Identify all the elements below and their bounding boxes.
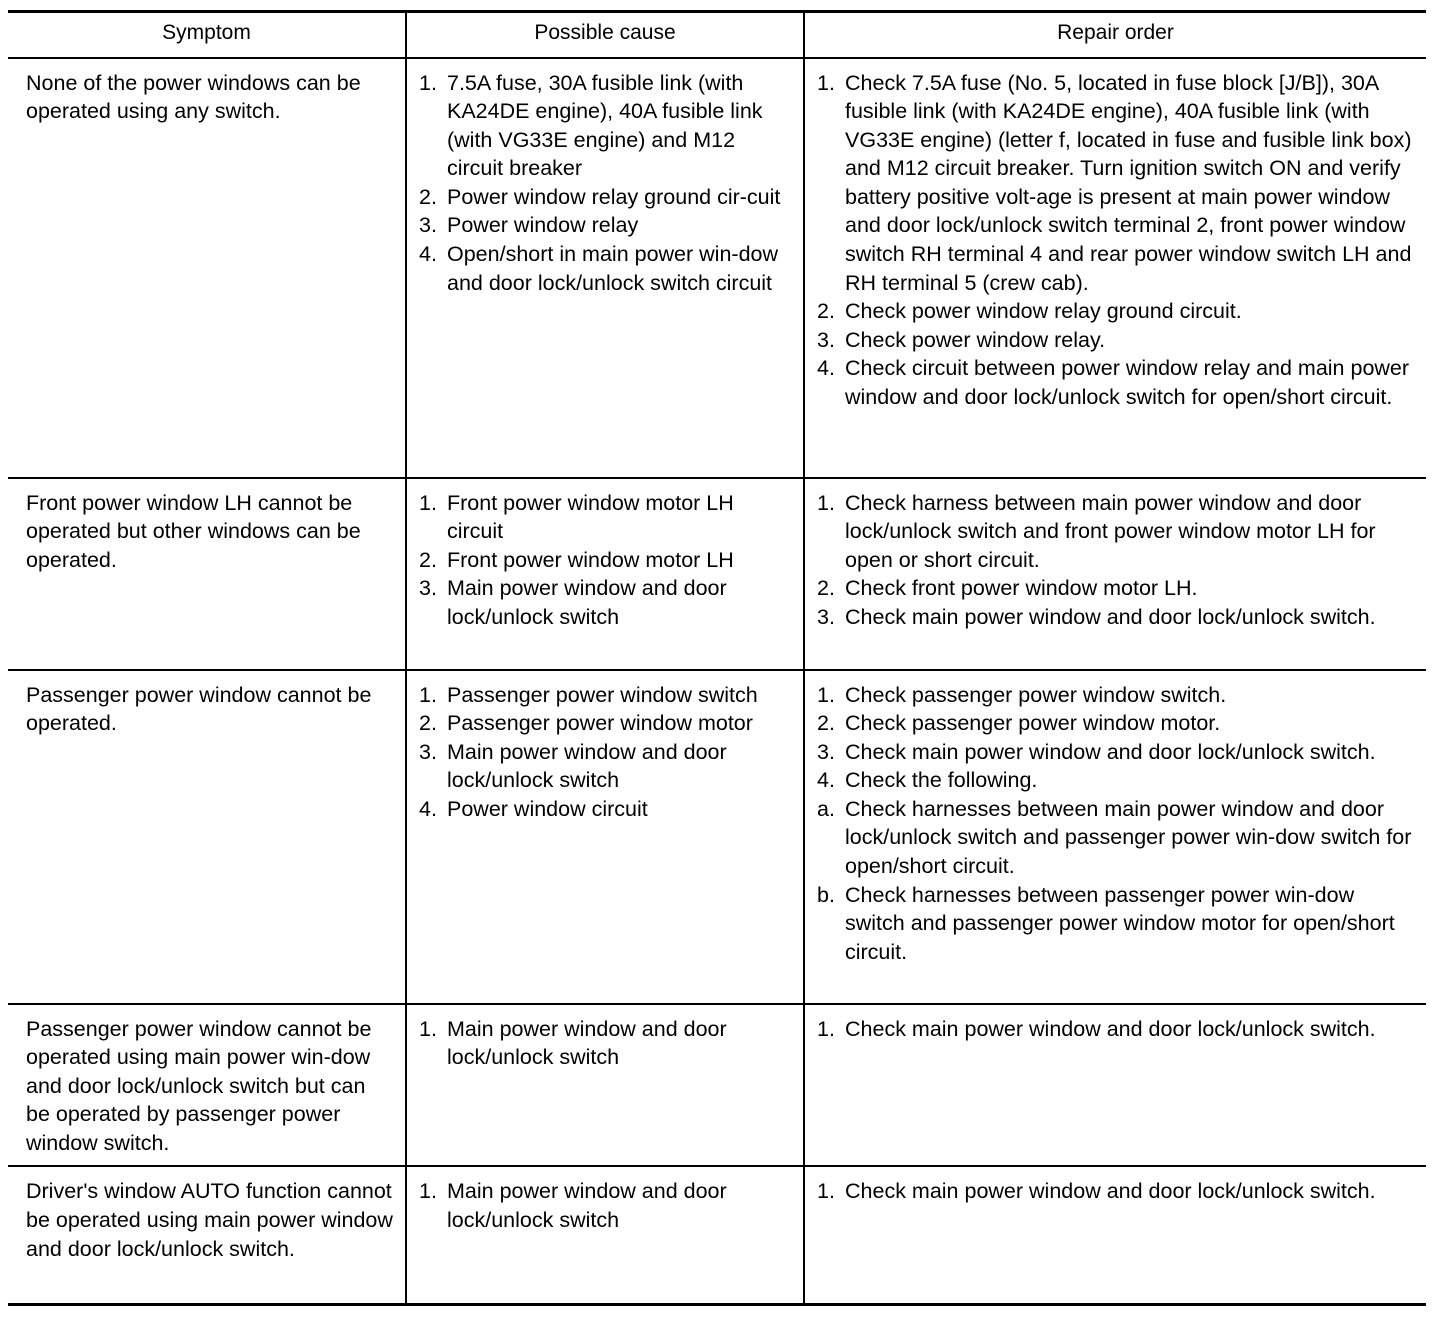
repair-step: [817, 489, 1418, 575]
header-possible-cause: Possible cause: [406, 12, 804, 58]
repair-step: [817, 1177, 1418, 1206]
item-text: Main power window and door lock/unlock switch: [447, 1016, 727, 1070]
item-text: Check harness between main power window and door lock/unlock switch and front power window motor LH for open or short circuit.: [845, 490, 1376, 572]
cause-item: [419, 211, 795, 240]
cause-cell: [406, 58, 804, 478]
item-number: 3.: [817, 327, 835, 352]
item-number: 1.: [817, 1179, 835, 1204]
repair-step: [817, 738, 1418, 767]
cause-item: [419, 709, 795, 738]
cause-item: [419, 574, 795, 631]
item-text: 7.5A fuse, 30A fusible link (with KA24DE engine), 40A fusible link (with VG33E engine) and M12 circuit breaker: [447, 70, 763, 181]
repair-step: [817, 603, 1418, 632]
item-number: 3.: [419, 576, 437, 601]
item-text: Power window relay: [447, 213, 639, 238]
item-number: 1.: [419, 70, 437, 95]
troubleshooting-table: [8, 10, 1426, 1306]
item-number: 4.: [817, 356, 835, 381]
cause-item: [419, 546, 795, 575]
item-number: 1.: [817, 70, 835, 95]
repair-step: [817, 297, 1418, 326]
header-repair-order: Repair order: [804, 12, 1426, 58]
item-text: Main power window and door lock/unlock switch: [447, 576, 727, 629]
item-text: Check harnesses between passenger power win-dow switch and passenger power window motor for open/short circuit.: [845, 882, 1395, 964]
repair-step: [817, 766, 1418, 795]
item-number: 3.: [419, 213, 437, 238]
repair-list: [817, 1177, 1418, 1206]
item-text: Check the following.: [845, 768, 1038, 793]
cause-list: [419, 69, 795, 298]
item-text: Main power window and door lock/unlock switch: [447, 1179, 727, 1233]
cause-item: [419, 69, 795, 183]
item-text: Power window circuit: [447, 796, 648, 821]
repair-step: [817, 69, 1418, 298]
repair-step: [817, 681, 1418, 710]
item-text: Check passenger power window switch.: [845, 682, 1227, 707]
item-text: Check main power window and door lock/unlock switch.: [845, 739, 1376, 764]
cause-list: [419, 489, 795, 632]
repair-cell: [804, 1004, 1426, 1167]
item-number: 2.: [419, 711, 437, 736]
item-number: 4.: [817, 768, 835, 793]
repair-step: [817, 881, 1418, 967]
item-text: Check front power window motor LH.: [845, 576, 1198, 601]
item-text: Passenger power window switch: [447, 682, 758, 707]
repair-step: [817, 709, 1418, 738]
item-number: 3.: [817, 739, 835, 764]
table-row: [8, 478, 1426, 670]
item-text: Check passenger power window motor.: [845, 711, 1221, 736]
repair-step: [817, 574, 1418, 603]
item-text: Front power window motor LH circuit: [447, 490, 734, 544]
table-row: [8, 1004, 1426, 1167]
item-number: 3.: [817, 604, 835, 629]
cause-item: [419, 1177, 795, 1234]
item-number: 2.: [817, 576, 835, 601]
repair-step: [817, 1015, 1418, 1044]
cause-item: [419, 183, 795, 212]
troubleshooting-document: [8, 10, 1426, 1306]
cause-item: [419, 738, 795, 795]
item-number: 1.: [419, 682, 437, 707]
item-text: Power window relay ground cir-cuit: [447, 184, 781, 209]
repair-cell: [804, 58, 1426, 478]
item-number: 1.: [419, 1179, 437, 1204]
item-number: 2.: [817, 299, 835, 324]
item-text: Check power window relay.: [845, 327, 1106, 352]
item-number: b.: [817, 882, 835, 907]
repair-cell: [804, 1166, 1426, 1305]
item-text: Front power window motor LH: [447, 547, 734, 572]
repair-list: [817, 489, 1418, 632]
item-number: 2.: [817, 711, 835, 736]
item-number: 4.: [419, 796, 437, 821]
cause-item: [419, 1015, 795, 1072]
item-number: a.: [817, 796, 835, 821]
symptom-cell: None of the power windows can be operated using any switch.: [8, 58, 406, 478]
item-number: 1.: [817, 490, 835, 515]
item-text: Check 7.5A fuse (No. 5, located in fuse block [J/B]), 30A fusible link (with KA24DE engine), 40A fusible link (with VG33E engine) (letter f, located in fuse and fusible link box) and M12 circuit breaker. Turn ignition switch ON and verify battery positive volt-age is present at main power window and door lock/unlock switch terminal 2, front power window switch RH terminal 4 and rear power window switch LH and RH terminal 5 (crew cab).: [845, 70, 1412, 295]
cause-list: [419, 1015, 795, 1072]
repair-step: [817, 326, 1418, 355]
header-symptom: Symptom: [8, 12, 406, 58]
cause-list: [419, 1177, 795, 1234]
item-text: Check power window relay ground circuit.: [845, 299, 1242, 324]
cause-item: [419, 240, 795, 297]
item-text: Check main power window and door lock/unlock switch.: [845, 1016, 1376, 1041]
table-body: [8, 58, 1426, 1305]
item-number: 1.: [817, 1016, 835, 1041]
repair-list: [817, 681, 1418, 967]
cause-cell: [406, 670, 804, 1004]
cause-cell: [406, 478, 804, 670]
item-number: 4.: [419, 242, 437, 267]
item-number: 1.: [817, 682, 835, 707]
repair-step: [817, 354, 1418, 411]
cause-list: [419, 681, 795, 824]
item-text: Check main power window and door lock/unlock switch.: [845, 1179, 1376, 1204]
item-text: Check circuit between power window relay and main power window and door lock/unlock switch for open/short circuit.: [845, 356, 1410, 410]
item-text: Check main power window and door lock/unlock switch.: [845, 604, 1376, 629]
cause-item: [419, 681, 795, 710]
symptom-cell: Passenger power window cannot be operated using main power win-dow and door lock/unlock switch but can be operated by passenger power window switch.: [8, 1004, 406, 1167]
table-row: [8, 58, 1426, 478]
symptom-cell: Passenger power window cannot be operated.: [8, 670, 406, 1004]
table-header-row: [8, 12, 1426, 58]
table-row: [8, 670, 1426, 1004]
symptom-cell: Driver's window AUTO function cannot be operated using main power window and door lock/unlock switch.: [8, 1166, 406, 1305]
item-number: 1.: [419, 490, 437, 515]
item-text: Check harnesses between main power window and door lock/unlock switch and passenger power win-dow switch for open/short circuit.: [845, 796, 1412, 879]
symptom-cell: Front power window LH cannot be operated but other windows can be operated.: [8, 478, 406, 670]
repair-list: [817, 1015, 1418, 1044]
repair-list: [817, 69, 1418, 412]
item-number: 3.: [419, 739, 437, 764]
repair-step: [817, 795, 1418, 881]
item-number: 1.: [419, 1016, 437, 1041]
cause-item: [419, 795, 795, 824]
repair-cell: [804, 478, 1426, 670]
item-text: Main power window and door lock/unlock switch: [447, 739, 727, 793]
item-number: 2.: [419, 547, 437, 572]
cause-cell: [406, 1166, 804, 1305]
item-text: Open/short in main power win-dow and door lock/unlock switch circuit: [447, 242, 779, 295]
item-number: 2.: [419, 184, 437, 209]
repair-cell: [804, 670, 1426, 1004]
table-row: [8, 1166, 1426, 1305]
item-text: Passenger power window motor: [447, 711, 753, 736]
cause-item: [419, 489, 795, 546]
cause-cell: [406, 1004, 804, 1167]
